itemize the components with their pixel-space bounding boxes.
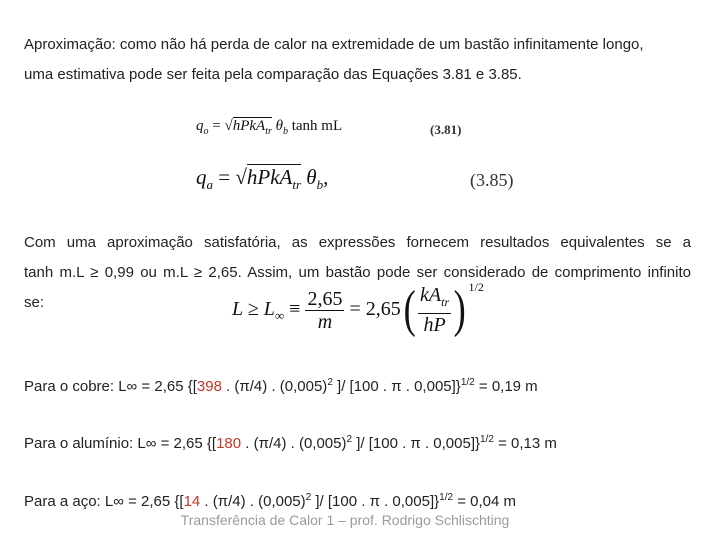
eq385-theta-sub: b [316,177,324,193]
linf-lhs-sub: ∞ [274,308,285,323]
equation-3-81 [196,118,342,137]
equation-3-81-number: (3.81) [430,122,462,137]
footer-credit: Transferência de Calor 1 – prof. Rodrigo Schlischting [180,512,510,528]
eq381-lhs-sub: o [203,126,209,137]
calc-copper-mid2: ]/ [100 . π . 0,005]} [332,378,461,395]
linf-equals-2: = 2,65 [344,298,401,320]
calc-aluminum [24,434,557,452]
linf-inner-num: kA [420,284,442,307]
condition-line-3: se: [24,294,45,311]
calc-copper-k: 398 [196,378,222,395]
calc-aluminum-mid2: ]/ [100 . π . 0,005]} [352,435,480,452]
calc-steel-mid: . (π/4) . (0,005) [200,493,306,510]
linf-inner-den: hP [423,314,446,337]
intro-line-2: uma estimativa pode ser feita pela comparação das Equações 3.81 e 3.85. [24,66,522,83]
eq385-equals: = [213,165,236,189]
linf-lhs: L ≥ L [232,298,275,320]
calc-aluminum-result: = 0,13 m [493,435,557,452]
equation-l-infinity [232,280,484,339]
calc-copper-result: = 0,19 m [474,378,538,395]
equation-3-85 [196,165,328,193]
calc-copper-mid: . (π/4) . (0,005) [221,378,328,395]
calc-steel-result: = 0,04 m [453,493,516,510]
intro-line-1: Aproximação: como não há perda de calor na extremidade de um bastão infinitamente longo, [24,36,644,53]
intro-paragraph [24,30,691,90]
linf-inner-fraction [418,284,451,336]
linf-equiv: ≡ [284,298,306,320]
eq381-root: √ [224,118,233,134]
eq381-rest: tanh mL [287,118,343,134]
calc-aluminum-exp: 1/2 [480,434,494,445]
eq385-lhs-sub: a [206,177,213,193]
calc-steel [24,492,516,510]
calc-copper-prefix: Para o cobre: L∞ = 2,65 {[ [24,378,197,395]
eq385-theta: θ [301,165,317,189]
equation-3-85-number: (3.85) [470,170,514,190]
calc-steel-exp: 1/2 [439,492,454,503]
eq381-theta: θ [271,118,283,134]
linf-exponent: 1/2 [468,280,484,294]
linf-frac-num: 2,65 [307,287,343,310]
eq381-equals: = [208,118,225,134]
calc-aluminum-k: 180 [216,435,242,452]
linf-paren-open: ( [403,281,416,339]
eq385-lhs: q [196,165,207,189]
eq385-radicand: hPkA [246,165,293,189]
calc-steel-k: 14 [183,493,201,510]
calc-aluminum-mid: . (π/4) . (0,005) [241,435,347,452]
linf-paren-close: ) [453,281,466,339]
calc-steel-sq: 2 [305,492,312,503]
condition-line-1: Com uma aproximação satisfatória, as expressões fornecem resultados equivalentes se a [24,234,691,251]
calc-aluminum-sq: 2 [346,434,353,445]
calc-steel-prefix: Para a aço: L∞ = 2,65 {[ [24,493,184,510]
linf-frac-den: m [317,310,333,333]
calc-copper-exp: 1/2 [460,377,475,388]
calc-steel-mid2: ]/ [100 . π . 0,005]} [311,493,440,510]
eq385-radicand-sub: tr [292,177,302,193]
calc-aluminum-prefix: Para o alumínio: L∞ = 2,65 {[ [24,435,217,452]
linf-inner-num-sub: tr [441,295,450,310]
eq381-radicand: hPkA [232,118,266,134]
calc-copper-sq: 2 [327,377,333,388]
condition-line-2: tanh m.L ≥ 0,99 ou m.L ≥ 2,65. Assim, um bastão pode ser considerado de comprimento infinito [24,264,691,281]
eq385-comma: , [323,165,329,189]
eq381-radicand-sub: tr [265,126,272,137]
eq385-root: √ [235,165,247,189]
eq381-theta-sub: b [282,126,288,137]
linf-fraction [305,288,344,333]
calc-copper [24,377,538,395]
eq381-lhs: q [196,118,204,134]
